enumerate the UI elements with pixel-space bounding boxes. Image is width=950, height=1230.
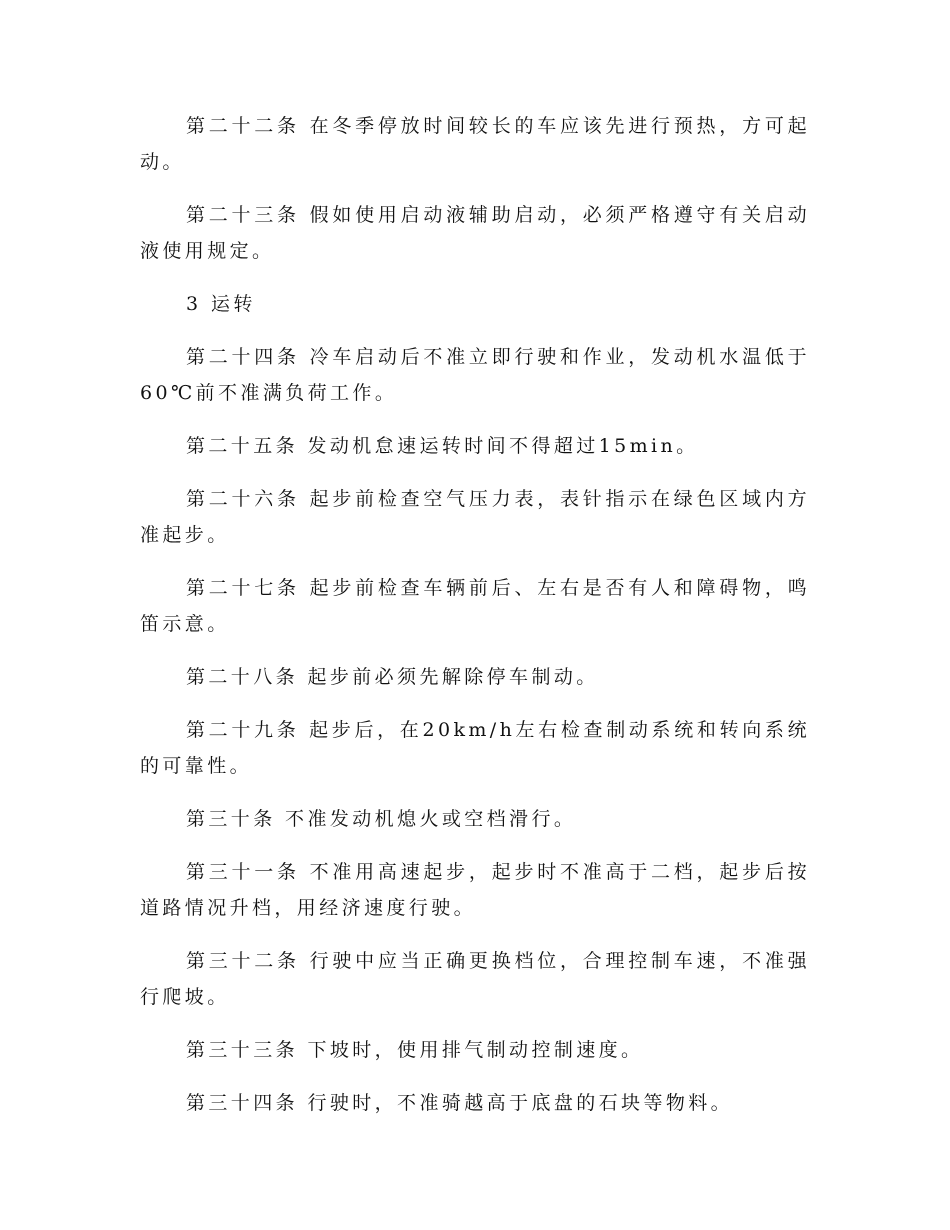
article-31: 第三十一条 不准用高速起步，起步时不准高于二档，起步后按道路情况升档，用经济速度行驶。 (140, 861, 810, 919)
article-32: 第三十二条 行驶中应当正确更换档位，合理控制车速，不准强行爬坡。 (140, 950, 810, 1008)
article-28: 第二十八条 起步前必须先解除停车制动。 (186, 666, 599, 688)
article-34: 第三十四条 行驶时，不准骑越高于底盘的石块等物料。 (186, 1092, 734, 1114)
article-23: 第二十三条 假如使用启动液辅助启动，必须严格遵守有关启动液使用规定。 (140, 204, 810, 262)
section-heading: 3 运转 (186, 293, 256, 315)
article-29: 第二十九条 起步后，在20km/h左右检查制动系统和转向系统的可靠性。 (140, 719, 810, 777)
document-body (140, 108, 810, 1138)
article-22: 第二十二条 在冬季停放时间较长的车应该先进行预热，方可起动。 (140, 115, 810, 173)
article-27: 第二十七条 起步前检查车辆前后、左右是否有人和障碍物，鸣笛示意。 (140, 577, 810, 635)
article-26: 第二十六条 起步前检查空气压力表，表针指示在绿色区域内方准起步。 (140, 488, 810, 546)
article-30: 第三十条 不准发动机熄火或空档滑行。 (186, 808, 577, 830)
article-33: 第三十三条 下坡时，使用排气制动控制速度。 (186, 1039, 644, 1061)
article-25: 第二十五条 发动机怠速运转时间不得超过15min。 (186, 435, 699, 457)
article-24: 第二十四条 冷车启动后不准立即行驶和作业，发动机水温低于60℃前不准满负荷工作。 (140, 346, 810, 404)
